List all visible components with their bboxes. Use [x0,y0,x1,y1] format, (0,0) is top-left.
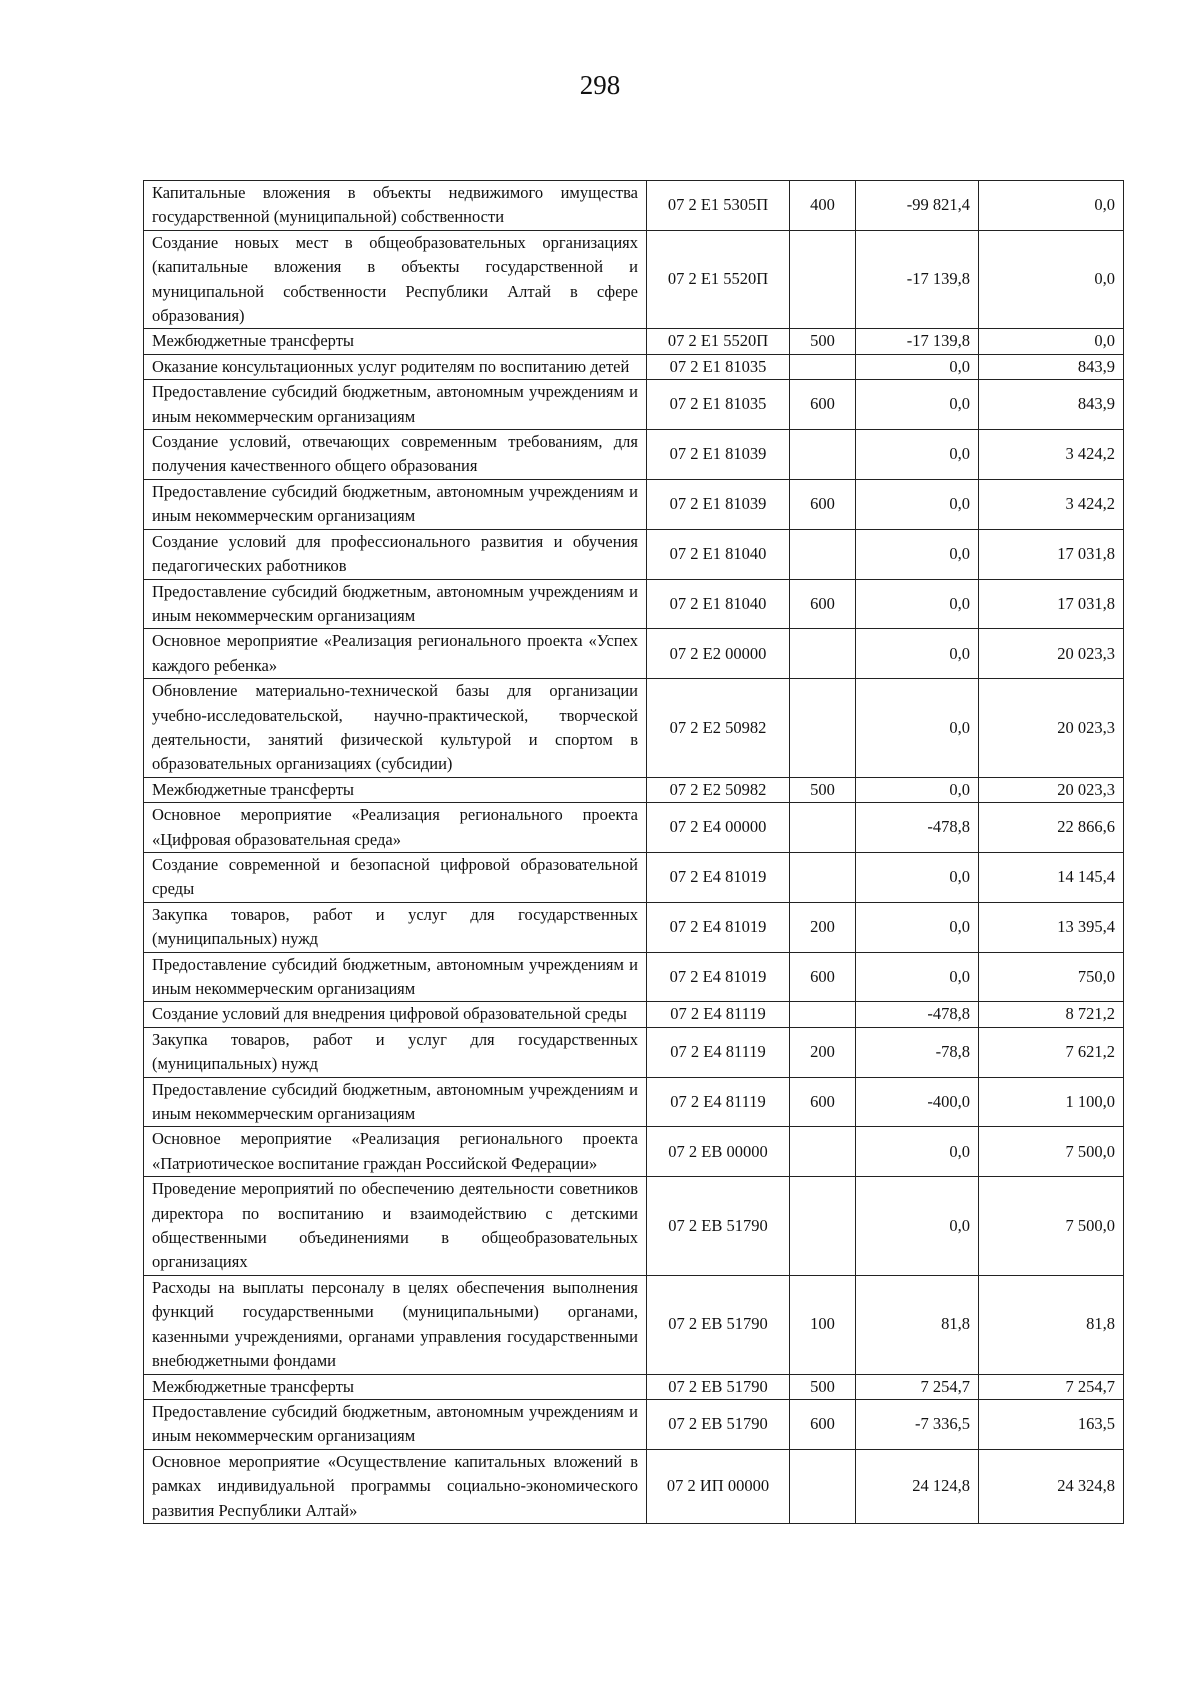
table-row [144,803,1124,853]
row-name: Предоставление субсидий бюджетным, автономным учреждениям и иным некоммерческим организациям [144,579,647,629]
table-row [144,1127,1124,1177]
row-kvr: 600 [790,952,856,1002]
row-code: 07 2 E2 00000 [647,629,790,679]
row-value-1: 0,0 [856,380,979,430]
row-value-1: 0,0 [856,579,979,629]
row-code: 07 2 E1 81040 [647,579,790,629]
table-row [144,181,1124,231]
row-name: Основное мероприятие «Реализация регионального проекта «Патриотическое воспитание граждан Российской Федерации» [144,1127,647,1177]
row-kvr [790,679,856,778]
row-value-2: 81,8 [979,1275,1124,1374]
row-value-2: 17 031,8 [979,529,1124,579]
row-value-2: 0,0 [979,329,1124,354]
table-row [144,579,1124,629]
row-name: Создание условий для внедрения цифровой образовательной среды [144,1002,647,1027]
row-value-1: 0,0 [856,952,979,1002]
row-name: Межбюджетные трансферты [144,329,647,354]
table-row [144,1077,1124,1127]
row-code: 07 2 EВ 51790 [647,1374,790,1399]
row-name: Предоставление субсидий бюджетным, автономным учреждениям и иным некоммерческим организациям [144,1399,647,1449]
row-name: Обновление материально-технической базы для организации учебно-исследовательской, научно-практической, творческой деятельности, занятий физической культурой и спортом в образовательных организациях (субсидии) [144,679,647,778]
row-kvr: 100 [790,1275,856,1374]
row-code: 07 2 E2 50982 [647,679,790,778]
row-value-1: 0,0 [856,479,979,529]
row-kvr [790,852,856,902]
row-name: Межбюджетные трансферты [144,777,647,802]
row-value-2: 14 145,4 [979,852,1124,902]
table-row [144,852,1124,902]
row-value-2: 20 023,3 [979,679,1124,778]
row-name: Основное мероприятие «Осуществление капитальных вложений в рамках индивидуальной программы социально-экономического развития Республики Алтай» [144,1449,647,1523]
row-kvr [790,803,856,853]
row-value-2: 22 866,6 [979,803,1124,853]
table-row [144,329,1124,354]
row-code: 07 2 E4 81019 [647,952,790,1002]
row-name: Создание условий, отвечающих современным требованиям, для получения качественного общего образования [144,430,647,480]
row-value-2: 163,5 [979,1399,1124,1449]
page-number: 298 [579,70,621,100]
row-kvr [790,1127,856,1177]
row-kvr [790,1177,856,1276]
row-code: 07 2 ИП 00000 [647,1449,790,1523]
table-row [144,230,1124,329]
row-code: 07 2 E4 81119 [647,1002,790,1027]
row-name: Основное мероприятие «Реализация регионального проекта «Цифровая образовательная среда» [144,803,647,853]
row-name: Проведение мероприятий по обеспечению деятельности советников директора по воспитанию и взаимодействию с детскими общественными объединениями в общеобразовательных организациях [144,1177,647,1276]
row-value-1: 0,0 [856,679,979,778]
row-kvr: 600 [790,1399,856,1449]
table-row [144,629,1124,679]
table-row [144,1374,1124,1399]
row-value-1: 24 124,8 [856,1449,979,1523]
row-code: 07 2 E1 5305П [647,181,790,231]
row-value-1: 0,0 [856,1177,979,1276]
table-row [144,1449,1124,1523]
row-code: 07 2 E2 50982 [647,777,790,802]
row-code: 07 2 EВ 51790 [647,1399,790,1449]
row-name: Создание современной и безопасной цифровой образовательной среды [144,852,647,902]
row-kvr: 200 [790,902,856,952]
row-value-1: 0,0 [856,777,979,802]
table-row [144,380,1124,430]
row-kvr: 500 [790,329,856,354]
budget-table [143,180,1124,1524]
row-value-2: 7 500,0 [979,1127,1124,1177]
row-name: Предоставление субсидий бюджетным, автономным учреждениям и иным некоммерческим организациям [144,380,647,430]
row-code: 07 2 E1 81035 [647,380,790,430]
row-code: 07 2 E4 81119 [647,1077,790,1127]
row-value-1: 0,0 [856,1127,979,1177]
table-row [144,479,1124,529]
row-kvr: 500 [790,1374,856,1399]
row-value-1: 81,8 [856,1275,979,1374]
row-name: Капитальные вложения в объекты недвижимого имущества государственной (муниципальной) собственности [144,181,647,231]
row-value-1: 0,0 [856,629,979,679]
row-kvr: 600 [790,1077,856,1127]
row-kvr: 200 [790,1027,856,1077]
row-kvr [790,529,856,579]
table-row [144,952,1124,1002]
row-kvr [790,230,856,329]
row-name: Основное мероприятие «Реализация регионального проекта «Успех каждого ребенка» [144,629,647,679]
row-name: Оказание консультационных услуг родителям по воспитанию детей [144,354,647,379]
row-name: Предоставление субсидий бюджетным, автономным учреждениям и иным некоммерческим организациям [144,1077,647,1127]
table-row [144,430,1124,480]
table-row [144,354,1124,379]
row-code: 07 2 E1 81039 [647,479,790,529]
row-value-2: 1 100,0 [979,1077,1124,1127]
row-value-1: -478,8 [856,1002,979,1027]
table-row [144,1027,1124,1077]
row-kvr: 400 [790,181,856,231]
row-code: 07 2 E1 5520П [647,230,790,329]
row-code: 07 2 EВ 51790 [647,1177,790,1276]
row-value-2: 0,0 [979,181,1124,231]
row-value-2: 7 254,7 [979,1374,1124,1399]
row-code: 07 2 E1 81039 [647,430,790,480]
table-row [144,1002,1124,1027]
row-value-1: 0,0 [856,430,979,480]
row-value-1: -99 821,4 [856,181,979,231]
row-value-2: 20 023,3 [979,777,1124,802]
table-row [144,777,1124,802]
row-name: Межбюджетные трансферты [144,1374,647,1399]
row-value-2: 7 621,2 [979,1027,1124,1077]
row-kvr [790,354,856,379]
row-name: Закупка товаров, работ и услуг для государственных (муниципальных) нужд [144,1027,647,1077]
row-name: Создание условий для профессионального развития и обучения педагогических работников [144,529,647,579]
row-value-2: 843,9 [979,380,1124,430]
row-code: 07 2 EВ 51790 [647,1275,790,1374]
row-value-2: 3 424,2 [979,430,1124,480]
row-code: 07 2 EВ 00000 [647,1127,790,1177]
row-kvr [790,1449,856,1523]
row-code: 07 2 E4 81019 [647,902,790,952]
row-value-2: 24 324,8 [979,1449,1124,1523]
row-kvr: 500 [790,777,856,802]
row-value-2: 7 500,0 [979,1177,1124,1276]
row-value-2: 17 031,8 [979,579,1124,629]
row-value-1: 0,0 [856,354,979,379]
row-name: Расходы на выплаты персоналу в целях обеспечения выполнения функций государственными (муниципальными) органами, казенными учреждениями, органами управления государственными внебюджетными фондами [144,1275,647,1374]
row-value-2: 0,0 [979,230,1124,329]
table-row [144,679,1124,778]
row-code: 07 2 E4 00000 [647,803,790,853]
row-kvr: 600 [790,479,856,529]
row-value-2: 8 721,2 [979,1002,1124,1027]
table-row [144,1399,1124,1449]
table-row [144,902,1124,952]
row-value-1: -7 336,5 [856,1399,979,1449]
budget-table-body [144,181,1124,1524]
row-value-2: 750,0 [979,952,1124,1002]
row-code: 07 2 E4 81019 [647,852,790,902]
row-value-1: -478,8 [856,803,979,853]
row-name: Предоставление субсидий бюджетным, автономным учреждениям и иным некоммерческим организациям [144,479,647,529]
row-kvr: 600 [790,380,856,430]
row-name: Закупка товаров, работ и услуг для государственных (муниципальных) нужд [144,902,647,952]
row-kvr [790,430,856,480]
row-value-2: 843,9 [979,354,1124,379]
row-value-2: 13 395,4 [979,902,1124,952]
table-row [144,1275,1124,1374]
row-value-1: 7 254,7 [856,1374,979,1399]
row-kvr [790,629,856,679]
table-row [144,1177,1124,1276]
row-code: 07 2 E1 81035 [647,354,790,379]
row-value-1: 0,0 [856,529,979,579]
row-name: Создание новых мест в общеобразовательных организациях (капитальные вложения в объекты государственной и муниципальной собственности Республики Алтай в сфере образования) [144,230,647,329]
row-value-1: -78,8 [856,1027,979,1077]
row-value-1: -17 139,8 [856,230,979,329]
row-kvr [790,1002,856,1027]
row-value-1: 0,0 [856,902,979,952]
row-code: 07 2 E1 81040 [647,529,790,579]
row-value-2: 20 023,3 [979,629,1124,679]
row-value-2: 3 424,2 [979,479,1124,529]
row-code: 07 2 E1 5520П [647,329,790,354]
row-name: Предоставление субсидий бюджетным, автономным учреждениям и иным некоммерческим организациям [144,952,647,1002]
table-row [144,529,1124,579]
row-value-1: -400,0 [856,1077,979,1127]
row-value-1: 0,0 [856,852,979,902]
row-code: 07 2 E4 81119 [647,1027,790,1077]
row-value-1: -17 139,8 [856,329,979,354]
row-kvr: 600 [790,579,856,629]
